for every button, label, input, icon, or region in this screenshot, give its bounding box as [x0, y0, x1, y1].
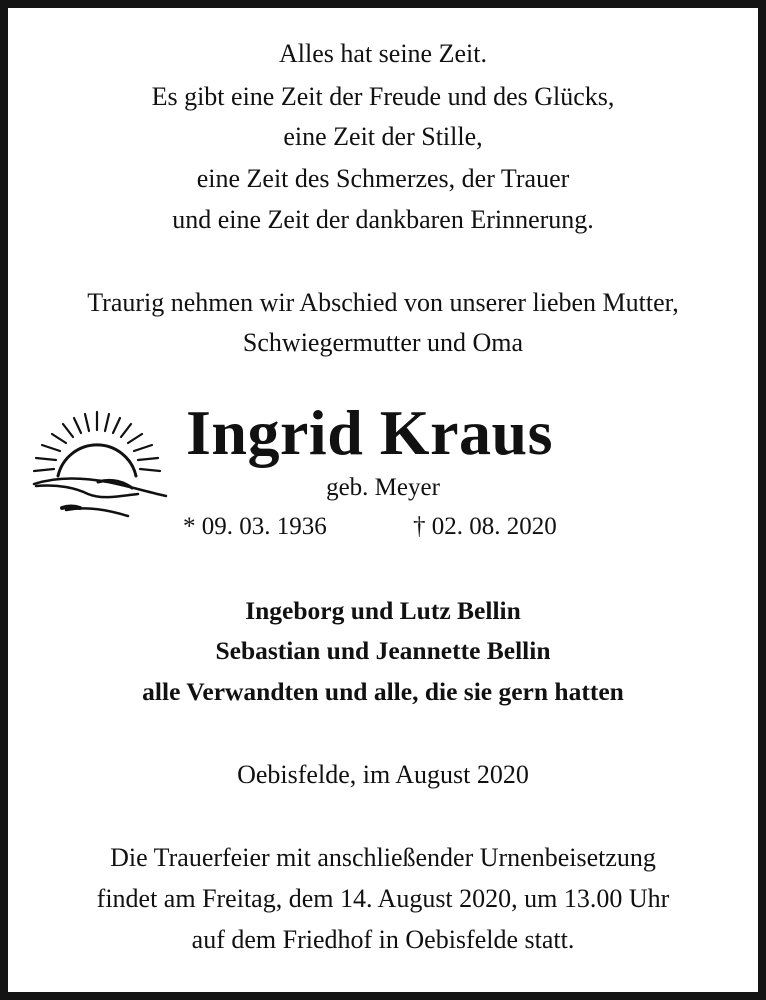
- poem-line-5: und eine Zeit der dankbaren Erinnerung.: [172, 205, 594, 234]
- poem-line-1: Alles hat seine Zeit.: [279, 39, 487, 68]
- poem-line-3: eine Zeit der Stille,: [283, 122, 483, 151]
- mourner-line-2: Sebastian und Jeannette Bellin: [215, 636, 551, 665]
- funeral-line-2: findet am Freitag, dem 14. August 2020, um 13.00 Uhr: [96, 884, 670, 913]
- maiden-name: geb. Meyer: [326, 474, 440, 501]
- place-date: Oebisfelde, im August 2020: [237, 760, 529, 789]
- mourner-line-1: Ingeborg und Lutz Bellin: [245, 596, 521, 625]
- funeral-line-3: auf dem Friedhof in Oebisfelde statt.: [191, 925, 575, 954]
- death-date: † 02. 08. 2020: [413, 513, 557, 540]
- intro-line-1: Traurig nehmen wir Abschied von unserer lieben Mutter,: [87, 288, 679, 317]
- poem-line-4: eine Zeit des Schmerzes, der Trauer: [196, 164, 570, 193]
- intro-line-2: Schwiegermutter und Oma: [242, 328, 524, 357]
- funeral-line-1: Die Trauerfeier mit anschließender Urnenbeisetzung: [110, 843, 656, 872]
- birth-date: * 09. 03. 1936: [183, 513, 327, 540]
- sunset-icon: [28, 402, 170, 524]
- mourner-line-3: alle Verwandten und alle, die sie gern hatten: [142, 677, 624, 706]
- poem-line-2: Es gibt eine Zeit der Freude und des Glücks,: [151, 82, 615, 111]
- deceased-name: Ingrid Kraus: [186, 397, 553, 468]
